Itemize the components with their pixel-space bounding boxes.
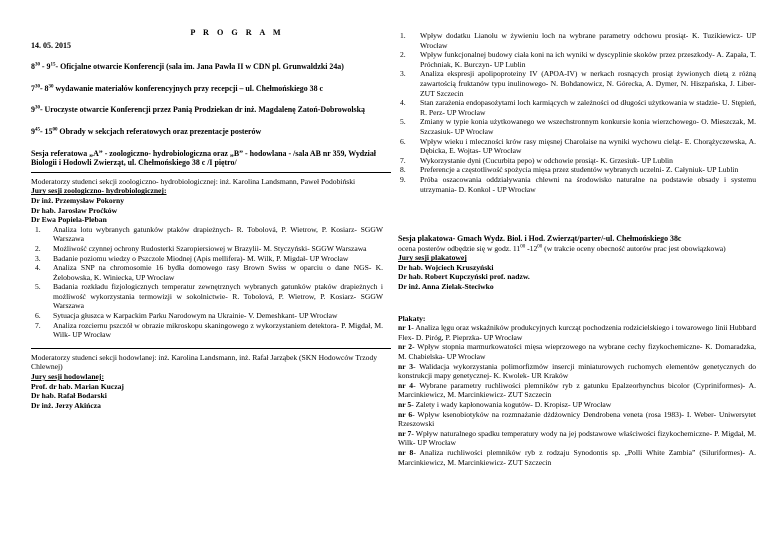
list-item: 5. Badania rozkładu fizjologicznych temperatur zewnętrznych wybranych gatunków ptaków drapieżnych i możliwość wykorzystania termowizji w sokolnictwie- R. Tobolová, P. Wietrow, P. Kosiarz- SGGW Warszawa xyxy=(35,282,383,311)
poster-item: nr 3- Walidacja wykorzystania polimorfizmów insercji miniaturowych ruchomych elementów genetycznych do konstrukcji mapy genetycznej- K. Kwolek- UR Kraków xyxy=(398,361,757,381)
list-item: 2. Możliwość czynnej ochrony Rudosterki Szaropiersiowej w Brazylii- M. Styczyński- SGGW Warszawa xyxy=(35,243,367,253)
list-item: 9. Próba oszacowania oddziaływania chlewni na środowisko naturalne na podstawie obsady i systemu utrzymania- D. Konkol - UP Wrocław xyxy=(400,174,756,194)
list-item: 3. Badanie poziomu wiedzy o Pszczole Miodnej (Apis mellifera)- M. Wilk, P. Migdał- UP Wrocław xyxy=(35,253,349,263)
list-item: 1. Analiza lotu wybranych gatunków ptaków drapieżnych- R. Tobolová, P. Wietrow, P. Kosiarz- SGGW Warszawa xyxy=(35,224,383,244)
list-item: 7. Analiza rozciernu pszczół w obrazie mikroskopu skaningowego z wykorzystaniem detektora- P. Migdał, M. Wilk- UP Wrocław xyxy=(35,320,383,340)
poster-item: nr 8- Analiza ruchliwości plemników ryb z rodzaju Synodontis sp. „Polli White Zambia” (Siluriformes)- A. Marcinkiewicz, M. Marcinkiewicz- ZUT Szczecin xyxy=(398,447,756,467)
left-column xyxy=(31,0,383,410)
jury-member: Dr hab. Robert Kupczyński prof. nadzw. xyxy=(398,272,530,282)
poster-jury-label: Jury sesji plakatowej xyxy=(398,253,467,263)
jury-member: Dr inż. Jerzy Akińcza xyxy=(31,400,101,410)
program-date: 14. 05. 2015 xyxy=(31,40,71,50)
list-item: 2. Wpływ funkcjonalnej budowy ciała koni na ich wyniki w dyscyplinie skoków przez przeszkody- A. Zapała, T. Próchniak, K. Burczyn- UP Lublin xyxy=(400,50,756,69)
posters-label: Plakaty: xyxy=(398,313,426,323)
jury-member: Prof. dr hab. Marian Kuczaj xyxy=(31,381,124,391)
schedule-item: $9^{45}-$ $15^{00}$ Obrady w sekcjach referatowych oraz prezentacje posterów xyxy=(31,126,262,136)
poster-note: ocena posterów odbędzie się w godz. $11^{00}$ $-12^{00}$ (w trakcie oceny obecność autorów prac jest obowiązkowa) xyxy=(398,243,726,253)
posters-list xyxy=(398,323,756,467)
poster-item: nr 1- Analiza lęgu oraz wskaźników produkcyjnych kurcząt pochodzenia rodzicielskiego i towarowego linii Hubbard Flex- D. Piróg, P. Pieprzka- UP Wrocław xyxy=(398,323,757,342)
jury-member: Dr hab. Rafał Bodarski xyxy=(31,391,107,401)
jury-member: Dr inż. Anna Zielak-Steciwko xyxy=(398,282,494,292)
poster-session-header: Sesja plakatowa- Gmach Wydz. Biol. i Hod. Zwierząt/parter/-ul. Chełmońskiego 38c xyxy=(398,234,682,244)
jury-b-label: Jury sesji hodowlanej: xyxy=(31,372,104,382)
list-item: 1. Wpływ dodatku Lianolu w żywieniu loch na wybrane parametry odchowu prosiąt- K. Tuzikiewicz- UP Wrocław xyxy=(400,31,756,50)
schedule-item: $8^{30} - 9^{15}-$ Oficjalne otwarcie Konferencji (sala im. Jana Pawła II w CDN pl. Grunwaldzki 24a) xyxy=(31,62,344,72)
poster-item: nr 7- Wpływ naturalnego spadku temperatury wody na jej podstawowe właściwości fizykochemiczne- P. Migdał, M. Wilk- UP Wrocław xyxy=(398,428,756,448)
session-header: Sesja referatowa „A” - zoologiczno- hydrobiologiczna oraz „B” - hodowlana - /sala AB nr 359, Wydział Biologii i Hodowli Zwierząt, ul. Chełmońskiego 38 c /I piętro/ xyxy=(31,148,376,168)
poster-item: nr 5- Zalety i wady kapłonowania kogutów- D. Kropisz- UP Wrocław xyxy=(398,400,612,409)
schedule-item: $9^{30}-$ Uroczyste otwarcie Konferencji przez Panią Prodziekan dr inż. Magdalenę Zatoń-Dobrowolską xyxy=(31,105,365,115)
moderators-a: Moderatorzy studenci sekcji zoologiczno- hydrobiologicznej: inż. Karolina Landsmann, Paweł Podobiński xyxy=(31,176,356,186)
jury-member: Dr Ewa Popiela-Pleban xyxy=(31,215,107,225)
list-item: 7. Wykorzystanie dyni (Cucurbita pepo) w odchowie prosiąt- K. Grzesiuk- UP Lublin xyxy=(400,155,673,165)
jury-member: Dr inż. Przemysław Pokorny xyxy=(31,195,125,205)
list-item: 3. Analiza ekspresji apolipoproteiny IV (APOA-IV) w nerkach rosnących prosiąt żywionych dietą z różną zawartością fruktanów typu inulinowego- N. Bohdanowicz, N. Górecka, A. Dymer, N. Hiszpańska, J. Liber- ZUT Szczecin xyxy=(400,69,756,98)
list-item: 5. Zmiany w typie konia użytkowanego we wszechstronnym konkursie konia wierzchowego- O. Mieszczak, M. Szczasiuk- UP Wrocław xyxy=(400,117,756,136)
jury-member: Dr hab. Jarosław Proćków xyxy=(31,205,118,215)
divider xyxy=(31,172,391,173)
poster-item: nr 6- Wpływ ksenobiotyków na rozmnażanie dżdżownicy Dendrobena veneta (rosa 1983)- I. Weber- Uniwersytet Rzeszowski xyxy=(398,409,756,429)
right-column xyxy=(398,0,756,467)
list-item: 4. Analiza SNP na chromosomie 16 bydła domowego rasy Brown Swiss w oparciu o dane NGS- K. Żelobowska, K. Winiecka, UP Wrocław xyxy=(35,263,383,282)
jury-member: Dr hab. Wojciech Kruszyński xyxy=(398,262,494,272)
poster-item: nr 2- Wpływ stopnia marmurkowatości mięsa wieprzowego na wybrane cechy fizykochemiczne- K. Domaradzka, M. Chabielska- UP Wrocław xyxy=(398,342,756,362)
divider xyxy=(31,348,391,349)
poster-item: nr 4- Wybrane parametry ruchliwości plemników ryb z gatunku Epalzeorhynchus bicolor (Cypriniformes)- A. Marcinkiewicz, M. Marcinkiewicz- ZUT Szczecin xyxy=(398,380,756,400)
moderators-b: Moderatorzy studenci sekcji hodowlanej: inż. Karolina Landsmann, inż. Rafał Jarząbek (SKN Hodowców Trzody Chlewnej) xyxy=(31,352,378,372)
jury-a-label: Jury sesji zoologiczno- hydrobiologicznej: xyxy=(31,186,167,196)
section-a-list xyxy=(31,225,383,340)
list-item: 8. Preferencje a częstotliwość spożycia mięsa przez studentów wybranych uczelni- Z. Całyniuk- UP Lublin xyxy=(400,165,739,175)
list-item: 6. Sytuacja głuszca w Karpackim Parku Narodowym na Ukrainie- V. Demeshkant- UP Wrocław xyxy=(35,311,338,321)
list-item: 4. Stan zarażenia endopasożytami loch karmiących w zależności od długości użytkowania w stadzie- U. Stępień, R. Perz- UP Wrocław xyxy=(400,98,756,117)
section-b-list xyxy=(398,31,756,194)
schedule-item: $7^{30}-$ $8^{30}$ wydawanie materiałów konferencyjnych przy recepcji – ul. Chełmońskiego 38 c xyxy=(31,83,323,93)
list-item: 6. Wpływ wieku i mleczności krów rasy mięsnej Charolaise na wyniki wychowu cieląt- E. Chorążyczewska, A. Dębicka, E. Wojtas- UP Wrocław xyxy=(400,136,756,156)
program-title: P R O G R A M xyxy=(190,28,284,37)
